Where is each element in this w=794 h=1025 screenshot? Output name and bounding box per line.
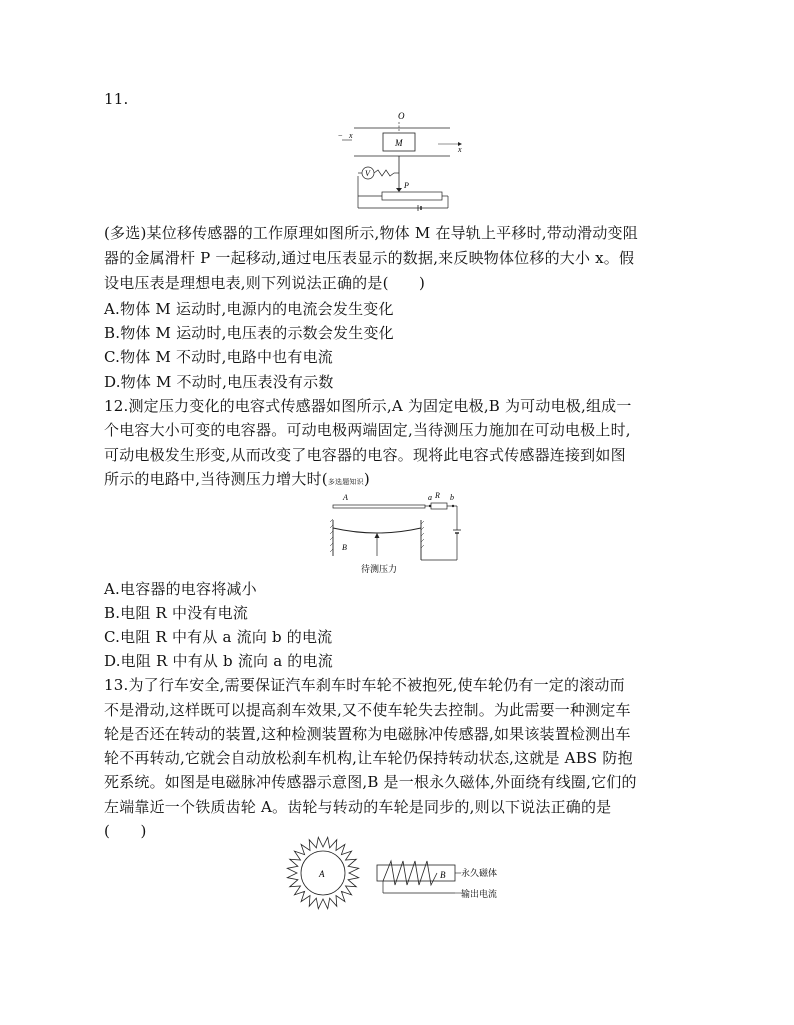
q11-label-P: P [404,181,409,190]
q11-option-c: C.物体 M 不动时,电路中也有电流 [104,348,333,366]
q12-label-A: A [343,493,348,502]
q13-figure-pulse-sensor [285,833,515,918]
q12-stem-line-2: 个电容大小可变的电容器。可动电极两端固定,当待测压力施加在可动电极上时, [104,421,631,439]
q12-electrode-B [333,528,421,533]
q11-option-a: A.物体 M 运动时,电源内的电流会发生变化 [104,300,394,318]
q11-label-O: O [398,111,405,121]
q12-label-a: a [428,493,432,502]
q12-figure-capacitive-sensor [325,488,473,576]
q12-option-a: A.电容器的电容将减小 [104,580,257,598]
q11-rheostat [382,192,442,200]
q13-stem-line-4: 轮不再转动,它就会自动放松刹车机构,让车轮仍保持转动状态,这就是 ABS 防抱 [104,749,633,767]
q12-stem-line-1: 12.测定压力变化的电容式传感器如图所示,A 为固定电极,B 为可动电极,组成一 [104,397,632,415]
q12-option-b: B.电阻 R 中没有电流 [104,604,249,622]
q12-stem-close: ) [363,470,370,488]
q12-caption-pressure: 待测压力 [361,564,398,574]
q13-label-A: A [319,869,325,879]
q12-label-R: R [435,491,440,500]
q12-label-b: b [450,493,454,502]
q11-stem-line-2: 器的金属滑杆 P 一起移动,通过电压表显示的数据,来反映物体位移的大小 x。假 [104,249,635,267]
q11-figure-displacement-sensor [338,108,468,220]
q11-label-M: M [395,138,403,148]
q13-stem-line-5: 死系统。如图是电磁脉冲传感器示意图,B 是一根永久磁体,外面绕有线圈,它们的 [104,773,637,791]
q11-stem-line-1: (多选)某位移传感器的工作原理如图所示,物体 M 在导轨上平移时,带动滑动变阻 [104,224,638,242]
q13-label-output: 输出电流 [461,889,498,899]
svg-text:−: − [338,131,343,140]
q12-resistor-R [431,503,447,509]
q13-stem-line-7: ( ) [104,822,147,840]
q12-option-d: D.电阻 R 中有从 b 流向 a 的电流 [104,652,333,670]
q11-label-V: V [365,169,370,178]
q12-option-c: C.电阻 R 中有从 a 流向 b 的电流 [104,628,333,646]
q12-stem-small-note: 多选题知识 [327,478,364,486]
q13-label-magnet: 永久磁体 [461,868,498,878]
q11-option-b: B.物体 M 运动时,电压表的示数会发生变化 [104,324,394,342]
q13-stem-line-2: 不是滑动,这样既可以提高刹车效果,又不使车轮失去控制。为此需要一种测定车 [104,701,631,719]
q12-electrode-A [333,505,425,508]
q11-label-x-right: x [458,145,462,154]
q11-stem-line-3: 设电压表是理想电表,则下列说法正确的是( ) [104,274,426,292]
q11-label-x-left: x [349,131,353,140]
q11-number: 11. [104,90,129,108]
q13-stem-line-3: 轮是否还在转动的装置,这种检测装置称为电磁脉冲传感器,如果该装置检测出车 [104,725,631,743]
q13-stem-line-6: 左端靠近一个铁质齿轮 A。齿轮与转动的车轮是同步的,则以下说法正确的是 [104,798,612,816]
q12-label-B: B [342,543,347,552]
q12-stem-text: 所示的电路中,当待测压力增大时( [104,470,328,488]
q13-stem-line-1: 13.为了行车安全,需要保证汽车刹车时车轮不被抱死,使车轮仍有一定的滚动而 [104,676,625,694]
q13-label-B: B [440,870,446,880]
q11-option-d: D.物体 M 不动时,电压表没有示数 [104,373,334,391]
q12-stem-line-3: 可动电极发生形变,从而改变了电容器的电容。现将此电容式传感器连接到如图 [104,446,626,464]
